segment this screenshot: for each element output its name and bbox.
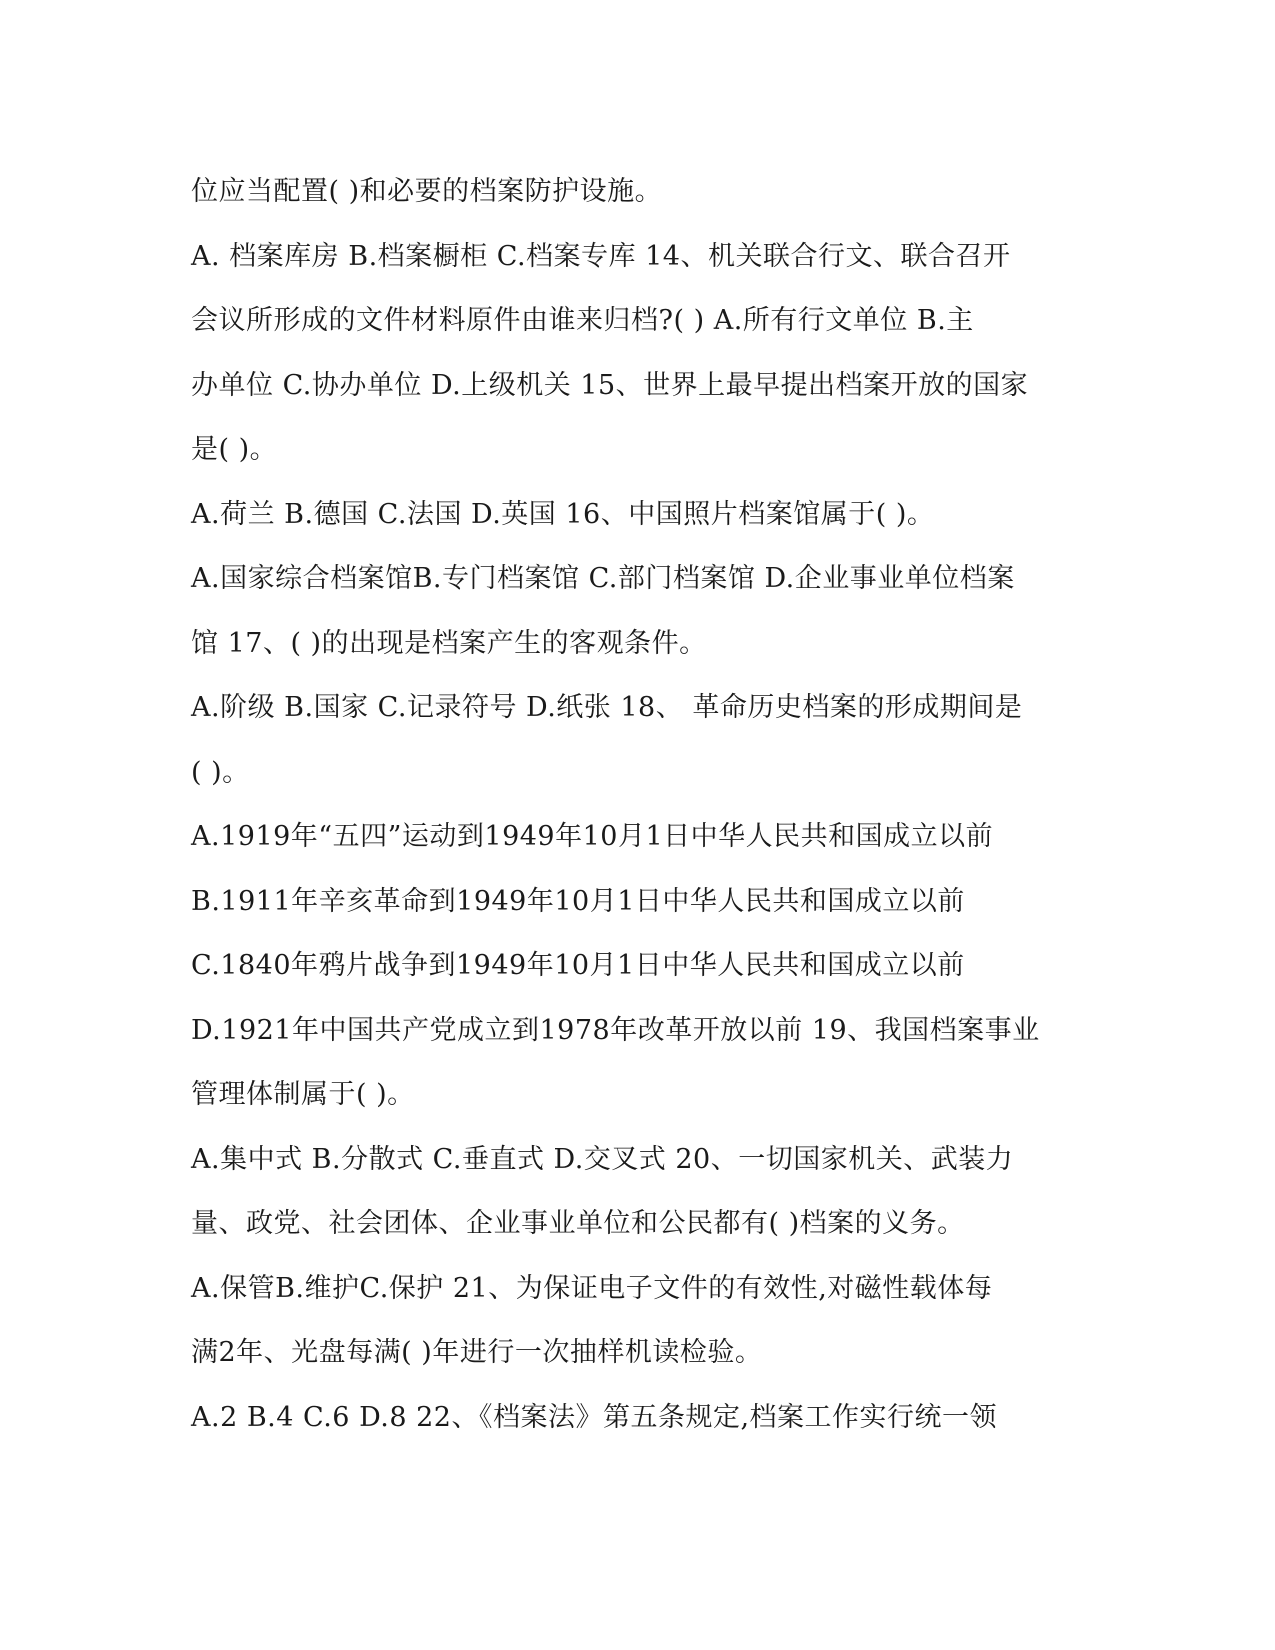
text-line: A.2 B.4 C.6 D.8 22、《档案法》第五条规定,档案工作实行统一领 — [191, 1401, 998, 1433]
text-line: 是( )。 — [191, 434, 278, 465]
text-line: A.集中式 B.分散式 C.垂直式 D.交叉式 20、一切国家机关、武装力 — [191, 1143, 1014, 1175]
text-line: ( )。 — [191, 756, 250, 788]
text-line: A. 档案库房 B.档案橱柜 C.档案专库 14、机关联合行文、联合召开 — [191, 240, 1011, 272]
text-line: 量、政党、社会团体、企业事业单位和公民都有( )档案的义务。 — [191, 1208, 965, 1239]
text-line: 会议所形成的文件材料原件由谁来归档?( ) A.所有行文单位 B.主 — [191, 305, 974, 336]
text-line: A.阶级 B.国家 C.记录符号 D.纸张 18、 革命历史档案的形成期间是 — [191, 692, 1023, 723]
text-line: 办单位 C.协办单位 D.上级机关 15、世界上最早提出档案开放的国家 — [191, 369, 1029, 401]
text-line: 管理体制属于( )。 — [191, 1079, 415, 1110]
text-line: 馆 17、( )的出现是档案产生的客观条件。 — [191, 627, 707, 659]
text-line: C.1840年鸦片战争到1949年10月1日中华人民共和国成立以前 — [191, 950, 965, 981]
text-line: D.1921年中国共产党成立到1978年改革开放以前 19、我国档案事业 — [191, 1014, 1040, 1046]
text-line: A.荷兰 B.德国 C.法国 D.英国 16、中国照片档案馆属于( )。 — [191, 498, 935, 530]
text-line: A.保管B.维护C.保护 21、为保证电子文件的有效性,对磁性载体每 — [191, 1272, 993, 1304]
text-line: B.1911年辛亥革命到1949年10月1日中华人民共和国成立以前 — [191, 885, 965, 917]
text-line: 位应当配置( )和必要的档案防护设施。 — [191, 176, 663, 207]
text-line: A.国家综合档案馆B.专门档案馆 C.部门档案馆 D.企业事业单位档案 — [191, 563, 1015, 594]
text-line: 满2年、光盘每满( )年进行一次抽样机读检验。 — [191, 1337, 763, 1368]
text-line: A.1919年“五四”运动到1949年10月1日中华人民共和国成立以前 — [191, 821, 994, 852]
document-body — [191, 160, 1071, 1450]
